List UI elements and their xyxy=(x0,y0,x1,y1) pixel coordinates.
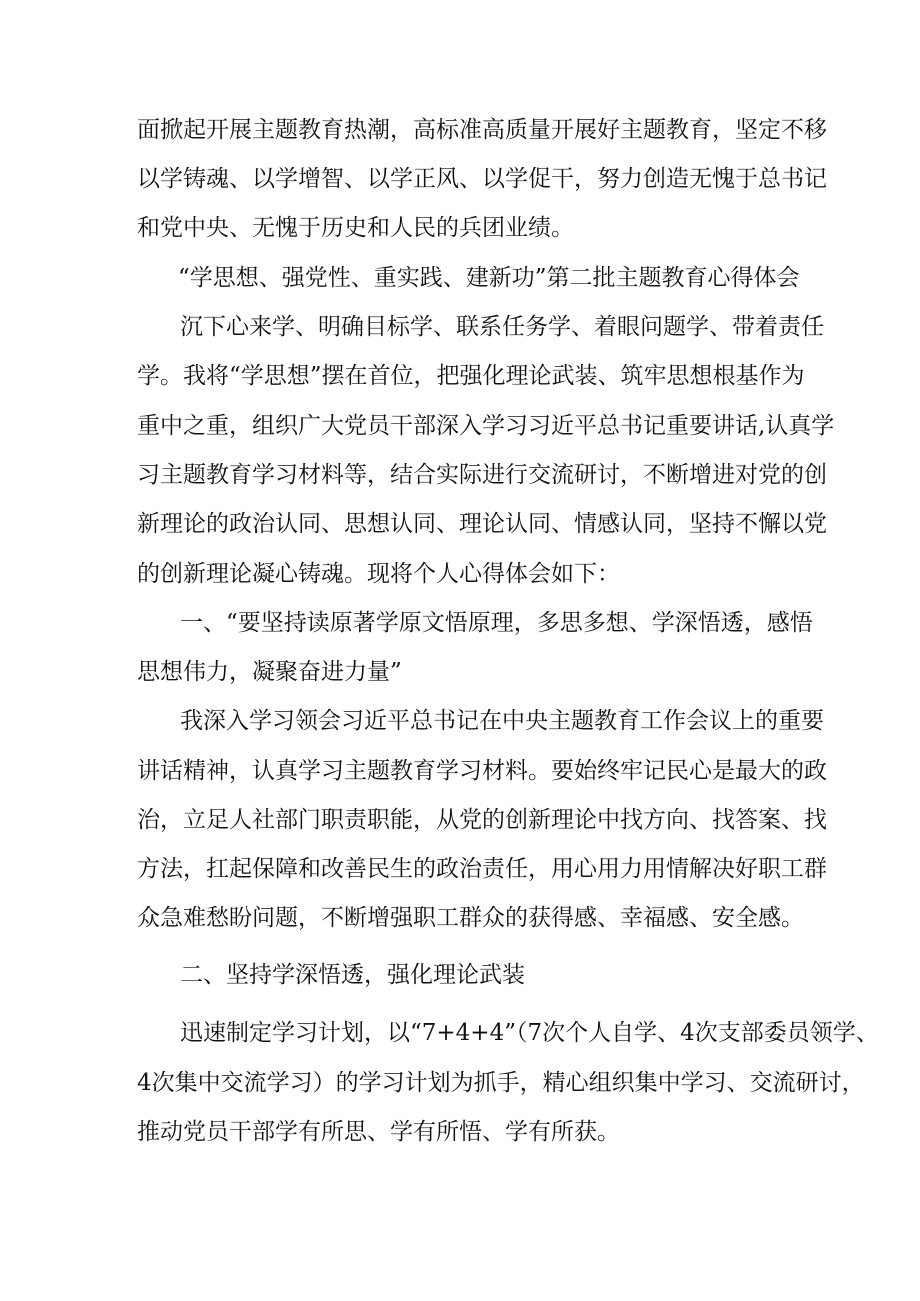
paragraph2-line-4: 方法，扛起保障和改善民生的政治责任，用心用力用情解决好职工群 xyxy=(137,856,827,882)
paragraph1-line-5: 新理论的政治认同、思想认同、理论认同、情感认同，坚持不懈以党 xyxy=(137,511,827,537)
paragraph1-line-4: 习主题教育学习材料等，结合实际进行交流研讨，不断增进对党的创 xyxy=(137,462,827,488)
paragraph1-line-2: 学。我将“学思想”摆在首位，把强化理论武装、筑牢思想根基作为 xyxy=(137,363,805,389)
paragraph2-line-3: 治，立足人社部门职责职能，从党的创新理论中找方向、找答案、找 xyxy=(137,807,827,833)
intro-line-1: 面掀起开展主题教育热潮，高标准高质量开展好主题教育，坚定不移 xyxy=(137,117,827,143)
intro-line-2: 以学铸魂、以学增智、以学正风、以学促干，努力创造无愧于总书记 xyxy=(137,166,827,192)
paragraph1-line-3: 重中之重，组织广大党员干部深入学习习近平总书记重要讲话,认真学 xyxy=(137,413,835,439)
paragraph1-line-6: 的创新理论凝心铸魂。现将个人心得体会如下： xyxy=(137,561,620,587)
paragraph2-line-1: 我深入学习领会习近平总书记在中央主题教育工作会议上的重要 xyxy=(180,708,824,734)
heading2: 二、坚持学深悟透，强化理论武装 xyxy=(180,962,525,988)
document-title: “学思想、强党性、重实践、建新功”第二批主题教育心得体会 xyxy=(178,265,800,291)
paragraph2-line-5: 众急难愁盼问题，不断增强职工群众的获得感、幸福感、安全感。 xyxy=(137,905,804,931)
paragraph2-line-2: 讲话精神，认真学习主题教育学习材料。要始终牢记民心是最大的政 xyxy=(137,758,827,784)
intro-line-3: 和党中央、无愧于历史和人民的兵团业绩。 xyxy=(137,215,574,241)
paragraph1-line-1: 沉下心来学、明确目标学、联系任务学、着眼问题学、带着责任 xyxy=(180,314,824,340)
paragraph3-line-1: 迅速制定学习计划，以“7+4+4”（7次个人自学、4次支部委员领学、 xyxy=(180,1020,879,1046)
paragraph3-line-2: 4次集中交流学习）的学习计划为抓手，精心组织集中学习、交流研讨， xyxy=(137,1070,865,1096)
heading1-line-2: 思想伟力，凝聚奋进力量” xyxy=(137,659,402,685)
paragraph3-line-3: 推动党员干部学有所思、学有所悟、学有所获。 xyxy=(137,1119,620,1145)
heading1-line-1: 一、“要坚持读原著学原文悟原理，多思多想、学深悟透，感悟 xyxy=(180,610,813,636)
